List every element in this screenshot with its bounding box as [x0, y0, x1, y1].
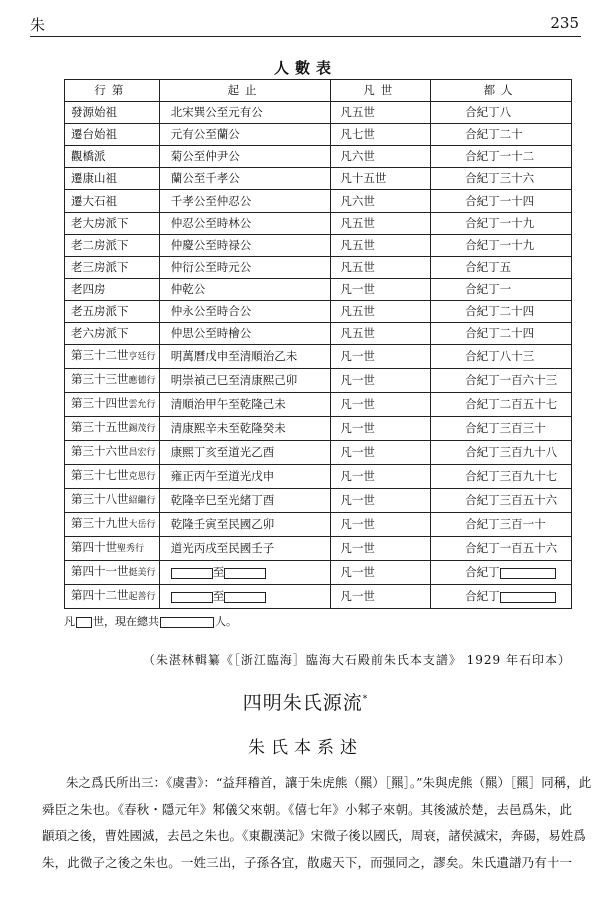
row-count: 合紀丁一十九 [465, 215, 535, 230]
row-generations: 凡五世 [340, 215, 375, 230]
table-row [65, 345, 572, 369]
row-generations: 凡一世 [340, 517, 375, 532]
page-number: 235 [550, 14, 579, 32]
cell-count [431, 323, 572, 345]
row-range: 道光丙戌至民國壬子 [170, 541, 275, 556]
cell-range [159, 369, 331, 393]
cell-count [431, 256, 572, 278]
row-generations: 凡五世 [340, 326, 375, 341]
row-rank-sub: 紹繼行 [128, 496, 156, 507]
row-rank: 第四十一世 [71, 564, 129, 579]
row-generations: 凡一世 [340, 349, 375, 364]
row-rank-sub: 克思行 [128, 472, 156, 483]
row-count: 合紀丁 [465, 589, 500, 604]
table-row [65, 300, 572, 322]
cell-range [159, 124, 331, 146]
section-title [0, 688, 611, 715]
row-rank: 第三十二世 [71, 348, 129, 363]
row-rank: 觀橋派 [71, 149, 106, 164]
row-range: 仲慶公至時禄公 [170, 237, 252, 252]
body-line: 朱，此微子之後之朱也。一姓三出，子孫各宜，散處天下，而强同之，謬矣。朱氏遺譜乃有十一 [42, 854, 572, 870]
row-generations: 凡五世 [340, 303, 375, 318]
cell-rank [65, 513, 160, 537]
row-rank: 老二房派下 [71, 237, 129, 252]
row-count: 合紀丁三百五十六 [465, 493, 558, 508]
row-range: 乾隆辛巳至光緒丁酉 [170, 493, 275, 508]
cell-count [431, 489, 572, 513]
cell-generations [331, 102, 431, 124]
cell-range [159, 393, 331, 417]
cell-rank [65, 489, 160, 513]
row-rank: 遷大石祖 [71, 193, 117, 208]
cell-count [431, 561, 572, 585]
table-row [65, 146, 572, 168]
table-row [65, 124, 572, 146]
body-line: 顓頊之後，曹姓國滅，去邑之朱也。《東觀漢記》宋微子後以國氏，周衰，諸侯滅宋，奔碭，易姓爲 [42, 828, 586, 843]
cell-range [159, 537, 331, 561]
blank-box [171, 568, 213, 579]
cell-rank [65, 168, 160, 190]
cell-generations [331, 323, 431, 345]
cell-rank [65, 146, 160, 168]
body-paragraph [42, 770, 592, 876]
cell-generations [331, 441, 431, 465]
row-generations: 凡一世 [340, 469, 375, 484]
row-rank: 發源始祖 [71, 105, 117, 120]
row-range: 蘭公至千孝公 [170, 171, 240, 186]
table-row [65, 278, 572, 300]
row-generations: 凡六世 [340, 149, 375, 164]
table-row [65, 561, 572, 585]
cell-range [159, 441, 331, 465]
cell-rank [65, 441, 160, 465]
row-rank: 遷康山祖 [71, 171, 117, 186]
cell-range [159, 102, 331, 124]
cell-count [431, 234, 572, 256]
row-rank-sub: 雲允行 [128, 400, 156, 411]
blank-box [160, 617, 214, 628]
blank-box [224, 568, 266, 579]
table-title: 人數表 [273, 59, 337, 77]
cell-count [431, 441, 572, 465]
row-rank: 第三十五世 [71, 420, 129, 435]
cell-count [431, 393, 572, 417]
row-generations: 凡五世 [340, 259, 375, 274]
cell-count [431, 369, 572, 393]
cell-rank [65, 300, 160, 322]
cell-count [431, 465, 572, 489]
cell-rank [65, 369, 160, 393]
row-count: 合紀丁 [465, 565, 500, 580]
cell-rank [65, 561, 160, 585]
row-count: 合紀丁一 [465, 281, 512, 296]
cell-range [159, 278, 331, 300]
cell-count [431, 212, 572, 234]
footnote-marker: * [362, 694, 369, 705]
col-header-rank: 行第 [65, 80, 160, 102]
row-range: 清康熙辛未至乾隆癸未 [170, 421, 286, 436]
row-rank: 第三十四世 [71, 396, 129, 411]
cell-rank [65, 393, 160, 417]
cell-range [159, 489, 331, 513]
cell-count [431, 124, 572, 146]
row-range: 乾隆壬寅至民國乙卯 [170, 517, 275, 532]
row-generations: 凡七世 [340, 127, 375, 142]
source-citation: （朱湛林輯纂《［浙江臨海］臨海大石殿前朱氏本支譜》 1929 年石印本） [142, 653, 571, 667]
cell-rank [65, 278, 160, 300]
cell-generations [331, 124, 431, 146]
cell-generations [331, 190, 431, 212]
cell-count [431, 585, 572, 609]
table-row [65, 190, 572, 212]
row-generations: 凡六世 [340, 193, 375, 208]
row-count: 合紀丁三百九十七 [465, 469, 558, 484]
cell-count [431, 168, 572, 190]
table-row [65, 369, 572, 393]
cell-count [431, 417, 572, 441]
row-generations: 凡十五世 [340, 171, 387, 186]
row-range: 菊公至仲尹公 [170, 149, 240, 164]
blank-box [171, 592, 213, 603]
row-rank: 老四房 [71, 281, 106, 296]
row-rank-sub: 錫茂行 [128, 424, 156, 435]
col-header-range: 起止 [159, 80, 331, 102]
row-count: 合紀丁八十三 [465, 349, 535, 364]
row-generations: 凡一世 [340, 373, 375, 388]
row-rank: 第三十七世 [71, 468, 129, 483]
table-row [65, 417, 572, 441]
row-count: 合紀丁二十四 [465, 303, 535, 318]
row-generations: 凡一世 [340, 421, 375, 436]
table-footnote [64, 613, 237, 629]
row-count: 合紀丁八 [465, 105, 512, 120]
row-count: 合紀丁三百九十八 [465, 445, 558, 460]
cell-generations [331, 561, 431, 585]
cell-generations [331, 278, 431, 300]
cell-count [431, 278, 572, 300]
row-generations: 凡一世 [340, 281, 375, 296]
row-count: 合紀丁一十二 [465, 149, 535, 164]
cell-generations [331, 168, 431, 190]
table-row [65, 489, 572, 513]
cell-generations [331, 585, 431, 609]
cell-count [431, 537, 572, 561]
cell-generations [331, 300, 431, 322]
row-rank: 老大房派下 [71, 215, 129, 230]
cell-count [431, 190, 572, 212]
row-rank: 老三房派下 [71, 259, 129, 274]
table-row [65, 323, 572, 345]
row-generations: 凡五世 [340, 237, 375, 252]
note-part-a: 凡 [64, 615, 75, 628]
col-header-generations: 凡世 [331, 80, 431, 102]
cell-rank [65, 102, 160, 124]
cell-rank [65, 212, 160, 234]
cell-generations [331, 234, 431, 256]
cell-generations [331, 393, 431, 417]
row-count: 合紀丁三百一十 [465, 517, 546, 532]
row-count: 合紀丁二十四 [465, 326, 535, 341]
blank-box [500, 592, 556, 603]
cell-rank [65, 234, 160, 256]
cell-range [159, 256, 331, 278]
row-rank: 老五房派下 [71, 303, 129, 318]
cell-range [159, 168, 331, 190]
population-table [64, 79, 572, 609]
row-rank: 第三十九世 [71, 516, 129, 531]
row-count: 合紀丁三十六 [465, 171, 535, 186]
body-line: 舜臣之朱也。《春秋・隱元年》邾儀父來朝。《僖七年》小邾子來朝。其後滅於楚，去邑爲朱，此 [42, 801, 572, 817]
cell-rank [65, 190, 160, 212]
subsection-title: 朱氏本系述 [248, 738, 363, 758]
row-rank-sub: 大岳行 [128, 520, 156, 531]
body-line: 朱之爲氏所出三：《虞書》：“益拜稽首，讓于朱虎熊（羆）［羆］。”朱與虎熊（羆）［羆］同稱，此 [66, 775, 592, 790]
cell-rank [65, 323, 160, 345]
cell-rank [65, 256, 160, 278]
row-count: 合紀丁三百三十 [465, 421, 546, 436]
cell-range [159, 585, 331, 609]
row-range: 雍正丙午至道光戊申 [170, 469, 275, 484]
cell-rank [65, 465, 160, 489]
row-rank: 第三十八世 [71, 492, 129, 507]
row-range: 千孝公至仲忍公 [170, 193, 252, 208]
row-generations: 凡一世 [340, 397, 375, 412]
row-count: 合紀丁一十四 [465, 193, 535, 208]
table-row [65, 256, 572, 278]
cell-count [431, 146, 572, 168]
table-row [65, 234, 572, 256]
row-range: 仲乾公 [170, 281, 206, 296]
row-count: 合紀丁五 [465, 259, 512, 274]
row-range: 北宋巽公至元有公 [170, 105, 263, 120]
row-rank: 老六房派下 [71, 326, 129, 341]
row-count: 合紀丁一百六十三 [465, 373, 558, 388]
row-rank-sub: 昌宏行 [128, 448, 156, 459]
table-header-row [65, 80, 572, 102]
row-generations: 凡一世 [340, 589, 375, 604]
cell-generations [331, 537, 431, 561]
row-count: 合紀丁二百五十七 [465, 397, 558, 412]
row-generations: 凡一世 [340, 445, 375, 460]
cell-range [159, 323, 331, 345]
row-count: 合紀丁二十 [465, 127, 523, 142]
blank-box [76, 617, 92, 628]
page-header [0, 0, 611, 38]
table-row [65, 441, 572, 465]
cell-count [431, 102, 572, 124]
row-count: 合紀丁一百五十六 [465, 541, 558, 556]
cell-generations [331, 513, 431, 537]
cell-rank [65, 585, 160, 609]
row-rank-sub: 挺美行 [128, 568, 156, 579]
row-range: 仲忍公至時林公 [170, 215, 252, 230]
table-row [65, 465, 572, 489]
section-title-text: 四明朱氏源流 [242, 692, 363, 714]
cell-range [159, 561, 331, 585]
row-rank-sub: 亨廷行 [128, 352, 156, 363]
row-rank: 第三十三世 [71, 372, 129, 387]
cell-range [159, 465, 331, 489]
row-rank-sub: 起善行 [128, 592, 156, 603]
table-row [65, 537, 572, 561]
table-row [65, 102, 572, 124]
blank-box [224, 592, 266, 603]
cell-range [159, 417, 331, 441]
row-rank: 第四十世 [71, 540, 117, 555]
note-part-b: 世，現在總共 [93, 615, 159, 628]
row-range: 仲永公至時合公 [170, 303, 252, 318]
cell-rank [65, 345, 160, 369]
cell-generations [331, 146, 431, 168]
table-row [65, 585, 572, 609]
row-generations: 凡一世 [340, 493, 375, 508]
row-range-mid: 至 [212, 589, 225, 604]
row-range: 康熙丁亥至道光乙酉 [170, 445, 275, 460]
blank-box [500, 568, 556, 579]
cell-range [159, 345, 331, 369]
row-generations: 凡一世 [340, 541, 375, 556]
cell-generations [331, 417, 431, 441]
running-head: 朱 [30, 16, 46, 34]
row-range: 清順治甲午至乾隆己未 [170, 397, 286, 412]
cell-generations [331, 369, 431, 393]
row-range: 明崇禎己巳至清康熙己卯 [170, 373, 298, 388]
table-row [65, 168, 572, 190]
header-rule [30, 36, 581, 37]
row-range: 仲思公至時檜公 [170, 326, 252, 341]
cell-range [159, 146, 331, 168]
row-range-mid: 至 [212, 565, 225, 580]
row-generations: 凡一世 [340, 565, 375, 580]
cell-count [431, 345, 572, 369]
cell-generations [331, 212, 431, 234]
cell-generations [331, 489, 431, 513]
row-rank: 遷台始祖 [71, 127, 117, 142]
cell-range [159, 212, 331, 234]
row-range: 元有公至蘭公 [170, 127, 240, 142]
cell-generations [331, 345, 431, 369]
cell-range [159, 190, 331, 212]
cell-rank [65, 417, 160, 441]
table-row [65, 393, 572, 417]
row-range: 明萬曆戊申至清順治乙未 [170, 349, 298, 364]
note-part-c: 人。 [215, 615, 237, 628]
row-count: 合紀丁一十九 [465, 237, 535, 252]
cell-range [159, 513, 331, 537]
cell-generations [331, 256, 431, 278]
cell-count [431, 513, 572, 537]
cell-range [159, 300, 331, 322]
cell-range [159, 234, 331, 256]
cell-generations [331, 465, 431, 489]
cell-count [431, 300, 572, 322]
row-generations: 凡五世 [340, 105, 375, 120]
row-range: 仲衍公至時元公 [170, 259, 252, 274]
row-rank: 第三十六世 [71, 444, 129, 459]
row-rank: 第四十二世 [71, 588, 129, 603]
row-rank-sub: 應德行 [128, 376, 156, 387]
cell-rank [65, 537, 160, 561]
col-header-count: 都人 [431, 80, 572, 102]
table-row [65, 513, 572, 537]
table-row [65, 212, 572, 234]
cell-rank [65, 124, 160, 146]
row-rank-sub: 聖秀行 [117, 544, 145, 555]
